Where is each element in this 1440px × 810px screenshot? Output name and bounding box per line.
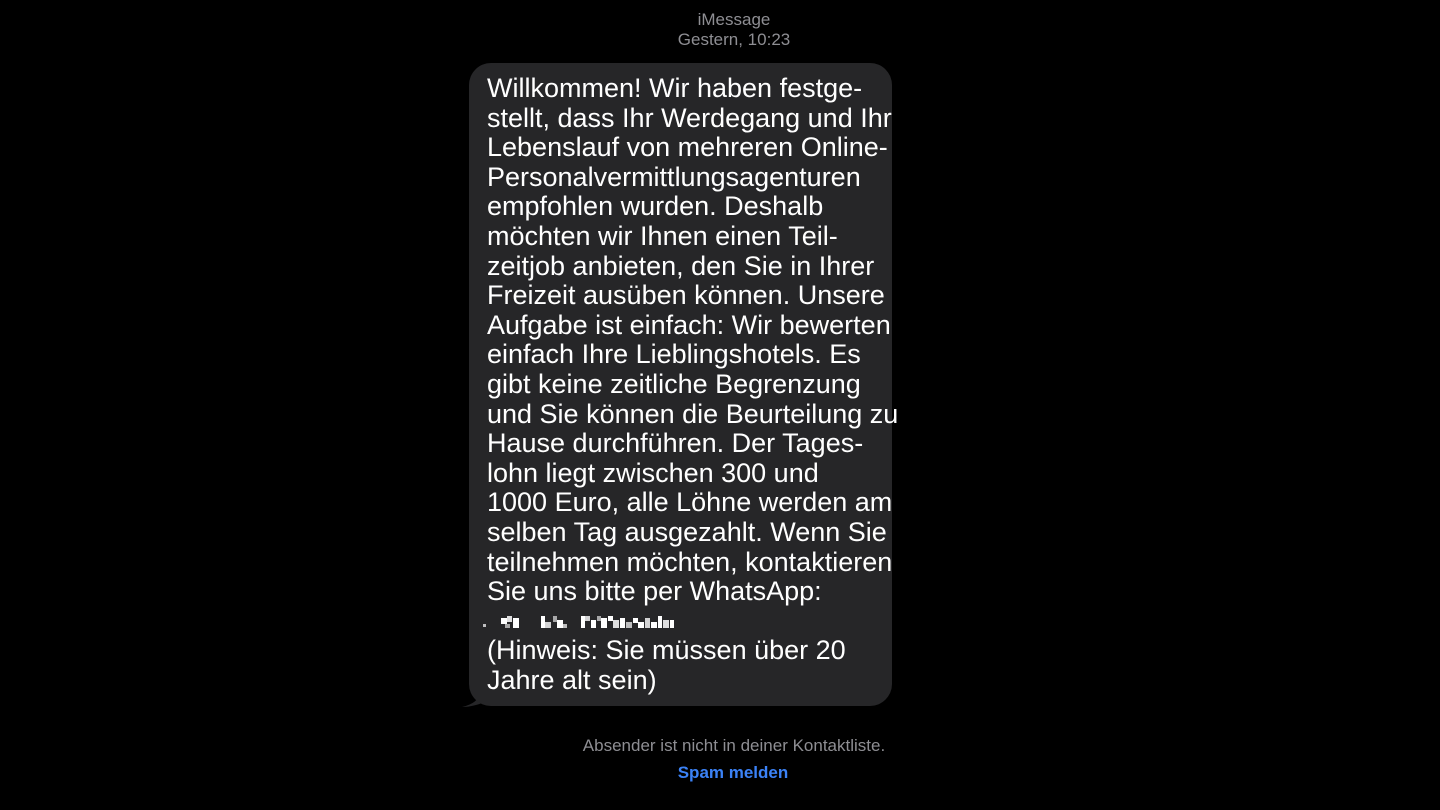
message-line: Hause durchführen. Der Tages- — [487, 428, 864, 459]
message-line: Jahre alt sein) — [487, 664, 657, 695]
message-line: und Sie können die Beurteilung zu — [487, 398, 899, 429]
message-line: (Hinweis: Sie müssen über 20 — [487, 635, 846, 666]
message-line: möchten wir Ihnen einen Teil- — [487, 220, 838, 251]
report-spam-link[interactable]: Spam melden — [677, 763, 789, 782]
message-line: selben Tag ausgezahlt. Wenn Sie — [487, 516, 887, 547]
message-line: einfach Ihre Lieblingshotels. Es — [487, 339, 861, 370]
message-line: zeitjob anbieten, den Sie in Ihrer — [487, 250, 875, 281]
unknown-sender-note: Absender ist nicht in deiner Kontaktliste. — [582, 736, 886, 755]
message-line: Sie uns bitte per WhatsApp: — [487, 576, 822, 607]
message-line: lohn liegt zwischen 300 und — [487, 457, 819, 488]
message-line: Willkommen! Wir haben festge- — [487, 73, 863, 103]
message-line: 1000 Euro, alle Löhne werden am — [487, 487, 893, 518]
message-line: Personalvermittlungsagenturen — [487, 161, 861, 192]
conversation-header — [520, 10, 948, 50]
message-line: stellt, dass Ihr Werdegang und Ihr — [487, 102, 892, 133]
pixelated-redaction-icon — [483, 614, 693, 632]
service-label: iMessage — [697, 10, 771, 29]
redacted-phone-number — [487, 607, 874, 637]
message-line: Aufgabe ist einfach: Wir bewerten — [487, 309, 891, 340]
message-line: Freizeit ausüben können. Unsere — [487, 280, 885, 311]
message-line: empfohlen wurden. Deshalb — [487, 191, 824, 222]
message-bubble[interactable] — [469, 63, 899, 706]
message-timestamp: Gestern, 10:23 — [677, 30, 791, 49]
message-line: teilnehmen möchten, kontaktieren — [487, 546, 893, 577]
message-line: Lebenslauf von mehreren Online- — [487, 132, 888, 163]
message-line: gibt keine zeitliche Begrenzung — [487, 368, 861, 399]
